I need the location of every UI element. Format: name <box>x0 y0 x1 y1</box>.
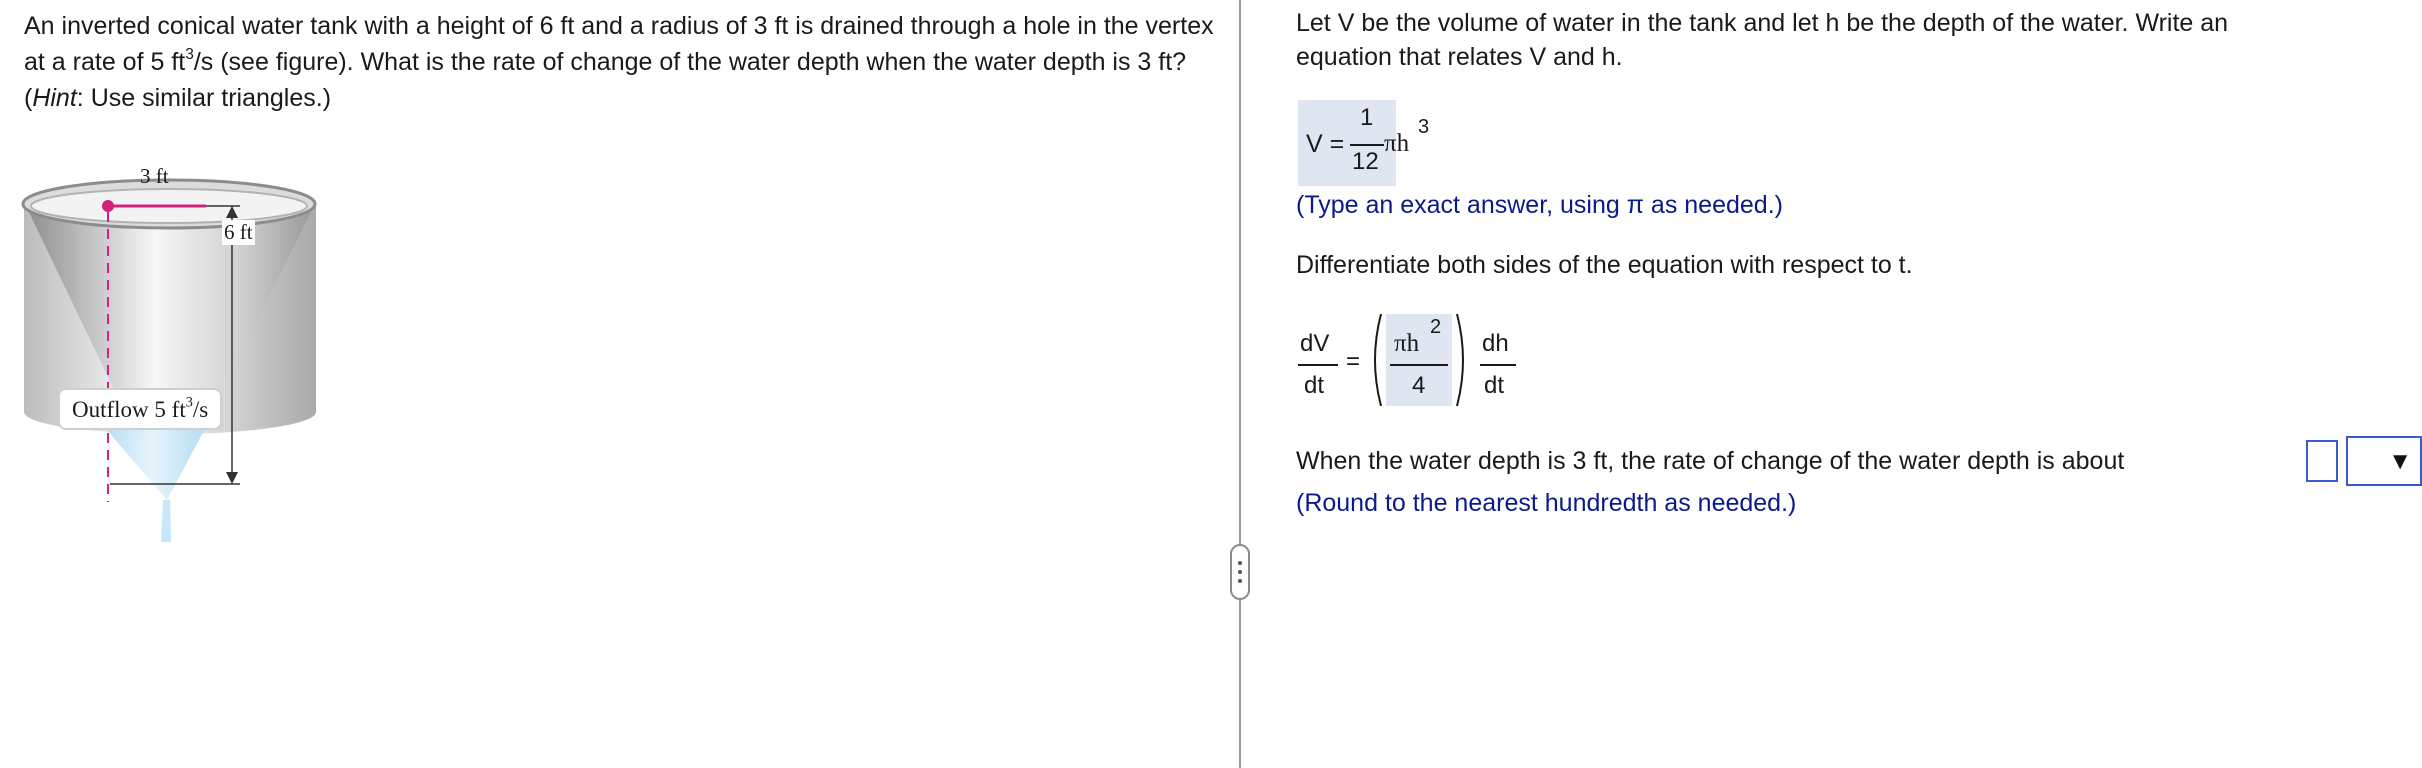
pane-resize-handle[interactable] <box>1230 544 1250 600</box>
right-paren <box>1454 310 1470 410</box>
unit-dropdown[interactable] <box>2346 436 2422 486</box>
step1-prompt: Let V be the volume of water in the tank and let h be the depth of the water. Write an equation that relates V and h. <box>1296 9 2229 71</box>
drain-stream <box>161 500 171 542</box>
pane-divider[interactable] <box>1239 0 1241 768</box>
fraction-bar <box>1350 144 1384 146</box>
derivative-equation: dV dt = πh 2 4 dh dt <box>1296 310 1536 410</box>
volume-equation-answer[interactable]: V = 1 12 πh 3 <box>1298 100 1396 186</box>
derivative-answer[interactable]: πh 2 4 <box>1386 314 1452 406</box>
height-label: 6 ft <box>224 220 253 244</box>
problem-statement: An inverted conical water tank with a height of 6 ft and a radius of 3 ft is drained through a hole in the vertex at a rate of 5 $ft^3/s$ (see figure). What is the rate of change of the water depth when the water depth is 3 ft? (Hint: Use similar triangles.) <box>24 12 1214 112</box>
dropdown-arrow-icon: ▼ <box>2388 448 2412 475</box>
radius-label: 3 ft <box>140 164 169 188</box>
outflow-label: Outflow 5 $ft^3/s$ <box>58 388 222 430</box>
conical-tank-diagram <box>18 162 378 592</box>
step1-note: (Type an exact answer, using π as needed.) <box>1296 191 1783 219</box>
step3-note: (Round to the nearest hundredth as needed.) <box>1296 489 1797 517</box>
left-paren <box>1368 310 1384 410</box>
step3-prompt: When the water depth is 3 ft, the rate of change of the water depth is about <box>1296 447 2125 475</box>
rate-answer-input[interactable] <box>2306 440 2338 482</box>
solution-pane <box>1252 0 2412 768</box>
hint-label: Hint <box>32 84 77 112</box>
step2-prompt: Differentiate both sides of the equation with respect to t. <box>1296 251 1913 279</box>
tank-figure <box>18 162 378 592</box>
